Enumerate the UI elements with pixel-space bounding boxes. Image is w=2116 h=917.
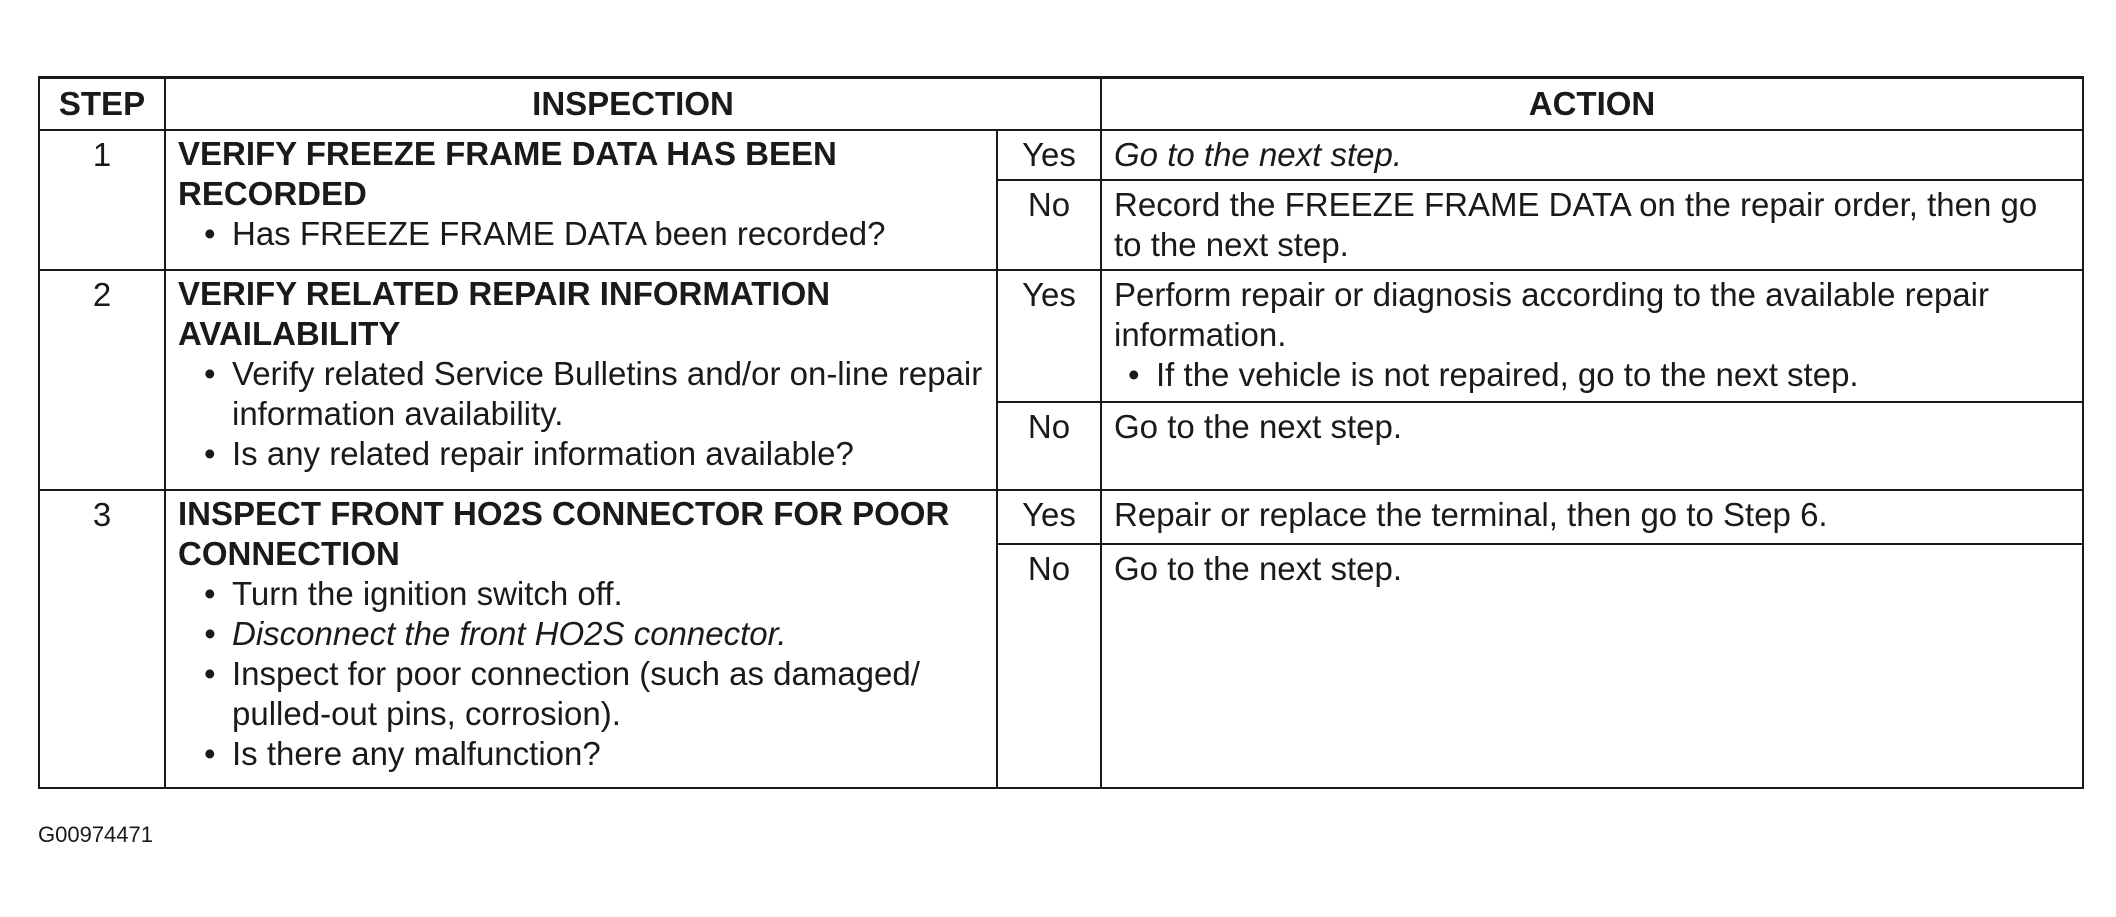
step-number: 1 xyxy=(39,130,165,270)
inspection-bullets xyxy=(178,574,988,774)
step-3-yes-row xyxy=(39,490,2083,544)
step-2-yes-row xyxy=(39,270,2083,402)
no-label: No xyxy=(997,402,1101,490)
inspection-bullets xyxy=(178,214,988,254)
inspection-title: VERIFY RELATED REPAIR INFORMATION AVAILABILITY xyxy=(178,275,831,352)
inspection-title: INSPECT FRONT HO2S CONNECTOR FOR POOR CONNECTION xyxy=(178,495,950,572)
yes-label: Yes xyxy=(997,130,1101,180)
step-number: 3 xyxy=(39,490,165,788)
inspection-bullet: • Has FREEZE FRAME DATA been recorded? xyxy=(204,214,988,254)
no-action: Go to the next step. xyxy=(1101,402,2083,490)
inspection-title: VERIFY FREEZE FRAME DATA HAS BEEN RECORDED xyxy=(178,135,837,212)
header-action: ACTION xyxy=(1101,78,2083,131)
inspection-cell xyxy=(165,270,997,490)
inspection-cell xyxy=(165,490,997,788)
inspection-bullet: • Is any related repair information available? xyxy=(204,434,988,474)
inspection-cell xyxy=(165,130,997,270)
no-action: Record the FREEZE FRAME DATA on the repair order, then go to the next step. xyxy=(1101,180,2083,270)
yes-label: Yes xyxy=(997,490,1101,544)
action-bullet: • If the vehicle is not repaired, go to the next step. xyxy=(1128,355,2072,395)
figure-code: G00974471 xyxy=(38,822,153,847)
table-header-row xyxy=(39,78,2083,131)
diagnostic-procedure xyxy=(38,76,2082,789)
inspection-bullet: • Is there any malfunction? xyxy=(204,734,988,774)
step-1-yes-row xyxy=(39,130,2083,180)
yes-action: Perform repair or diagnosis according to the available repair information. xyxy=(1114,276,1989,353)
diagnostic-table xyxy=(38,76,2084,789)
no-label: No xyxy=(997,180,1101,270)
header-inspection: INSPECTION xyxy=(165,78,1101,131)
inspection-bullet: • Inspect for poor connection (such as damaged/ pulled-out pins, corrosion). xyxy=(204,654,988,734)
no-label: No xyxy=(997,544,1101,788)
inspection-bullet: • Turn the ignition switch off. xyxy=(204,574,988,614)
yes-action-bullets xyxy=(1114,355,2072,395)
yes-label: Yes xyxy=(997,270,1101,402)
inspection-bullets xyxy=(178,354,988,474)
step-number: 2 xyxy=(39,270,165,490)
inspection-bullet: • Disconnect the front HO2S connector. xyxy=(204,614,988,654)
no-action: Go to the next step. xyxy=(1101,544,2083,788)
yes-action: Go to the next step. xyxy=(1101,130,2083,180)
yes-action-cell xyxy=(1101,270,2083,402)
inspection-bullet: • Verify related Service Bulletins and/or on-line repair information availability. xyxy=(204,354,988,434)
yes-action: Repair or replace the terminal, then go to Step 6. xyxy=(1101,490,2083,544)
header-step: STEP xyxy=(39,78,165,131)
